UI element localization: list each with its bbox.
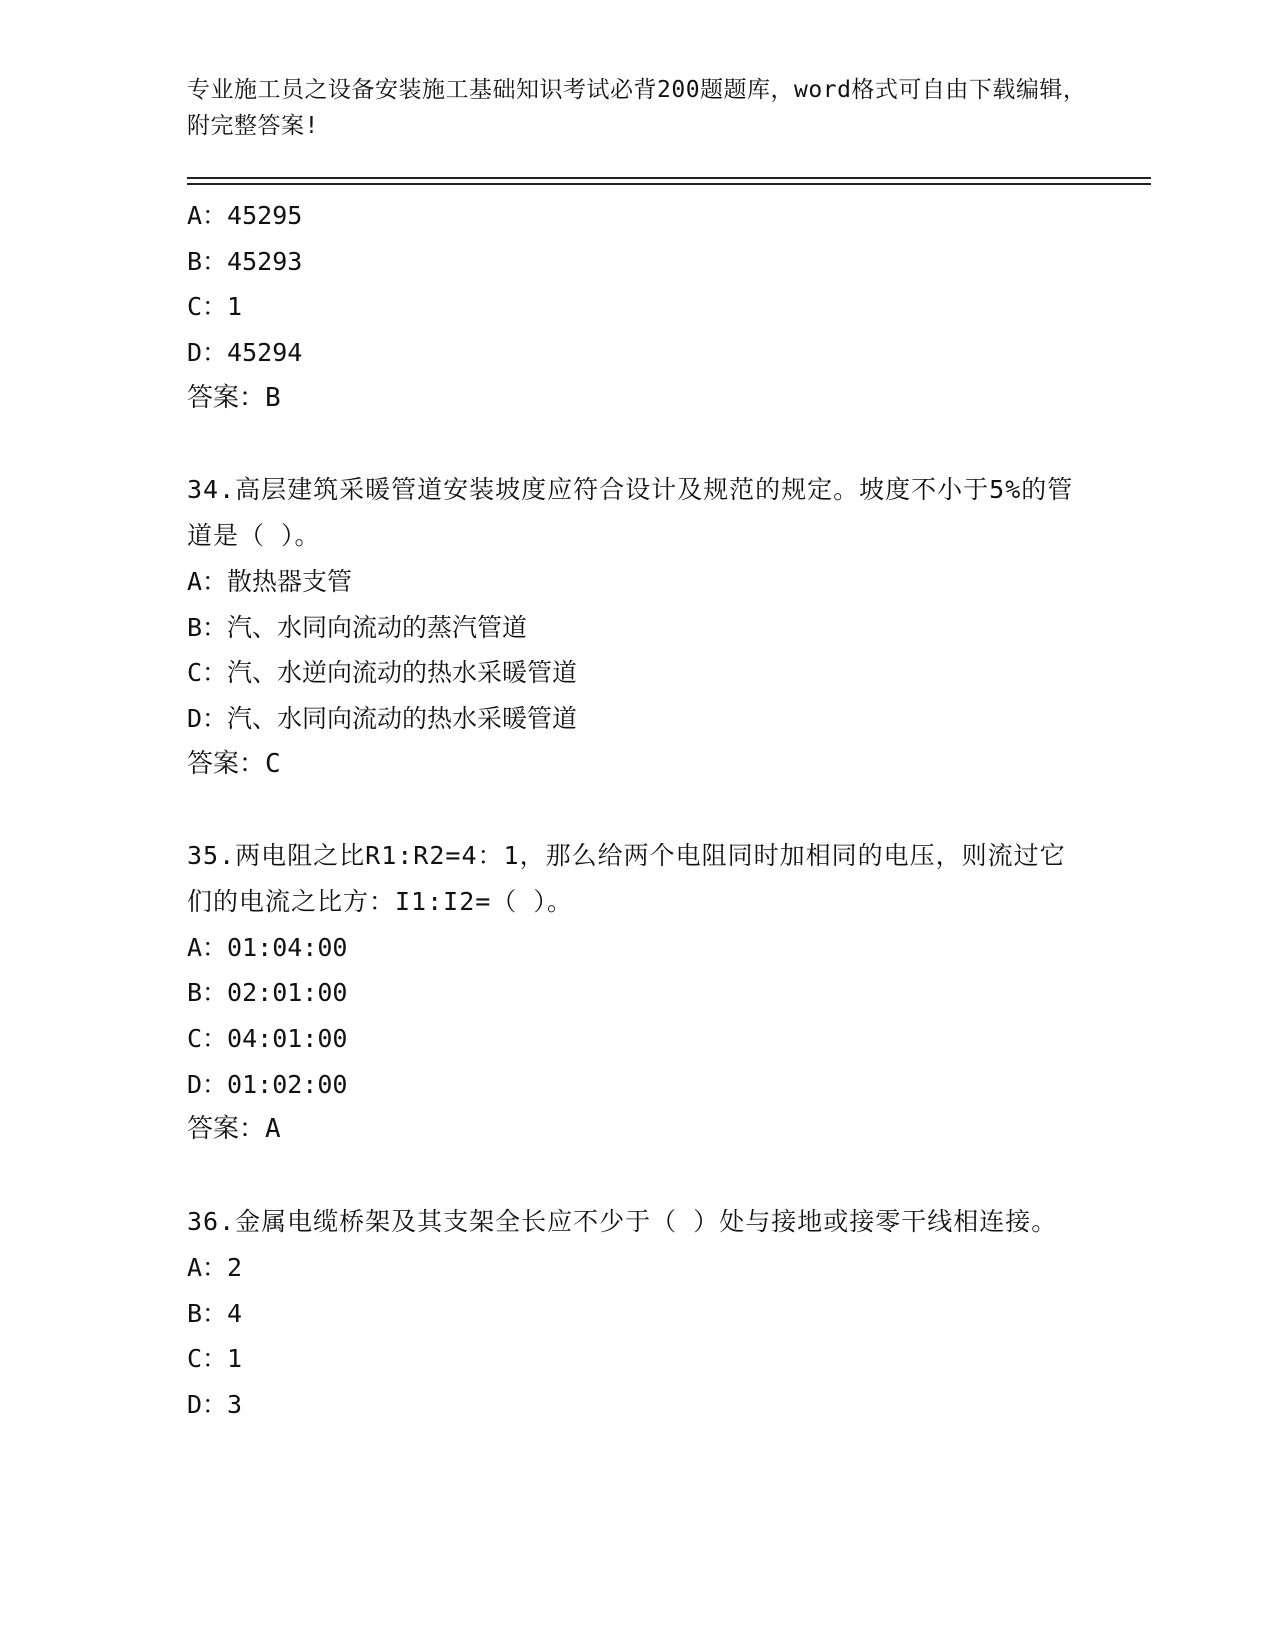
question-text: 36.金属电缆桥架及其支架全长应不少于（ ）处与接地或接零干线相连接。 — [187, 1207, 1058, 1237]
question-text: 35.两电阻之比R1:R2=4：1，那么给两个电阻同时加相同的电压，则流过它们的电流之比方：I1:I2=（ ）。 — [187, 841, 1066, 916]
option-c: C：1 — [187, 292, 243, 322]
option-a: A：45295 — [187, 201, 303, 230]
option-c: C：汽、水逆向流动的热水采暖管道 — [187, 658, 578, 688]
document-title: 专业施工员之设备安装施工基础知识考试必背200题题库，word格式可自由下载编辑，附完整答案! — [187, 77, 1087, 139]
question-content — [187, 193, 1087, 1428]
option-b: B：4 — [187, 1298, 243, 1328]
option-a: A：01:04:00 — [187, 932, 348, 962]
option-b: B：02:01:00 — [187, 978, 348, 1008]
answer-line: 答案：C — [187, 748, 281, 779]
question-34 — [187, 467, 1087, 787]
header-divider-bottom — [187, 183, 1151, 185]
answer-line: 答案：A — [187, 1114, 281, 1145]
option-d: D：3 — [187, 1389, 243, 1419]
previous-question-block — [187, 193, 1087, 421]
header-divider-top — [187, 177, 1151, 179]
option-b: B：汽、水同向流动的蒸汽管道 — [187, 612, 528, 642]
option-c: C：1 — [187, 1344, 243, 1374]
option-d: D：汽、水同向流动的热水采暖管道 — [187, 703, 578, 733]
option-a: A：2 — [187, 1252, 243, 1282]
option-a: A：散热器支管 — [187, 566, 353, 596]
option-b: B：45293 — [187, 246, 303, 276]
option-d: D：01:02:00 — [187, 1069, 348, 1099]
question-36 — [187, 1199, 1087, 1427]
question-text: 34.高层建筑采暖管道安装坡度应符合设计及规范的规定。坡度不小于5%的管道是（ ）。 — [187, 475, 1074, 551]
question-35 — [187, 833, 1087, 1153]
option-d: D：45294 — [187, 338, 303, 368]
answer-line: 答案：B — [187, 382, 281, 413]
option-c: C：04:01:00 — [187, 1024, 348, 1054]
